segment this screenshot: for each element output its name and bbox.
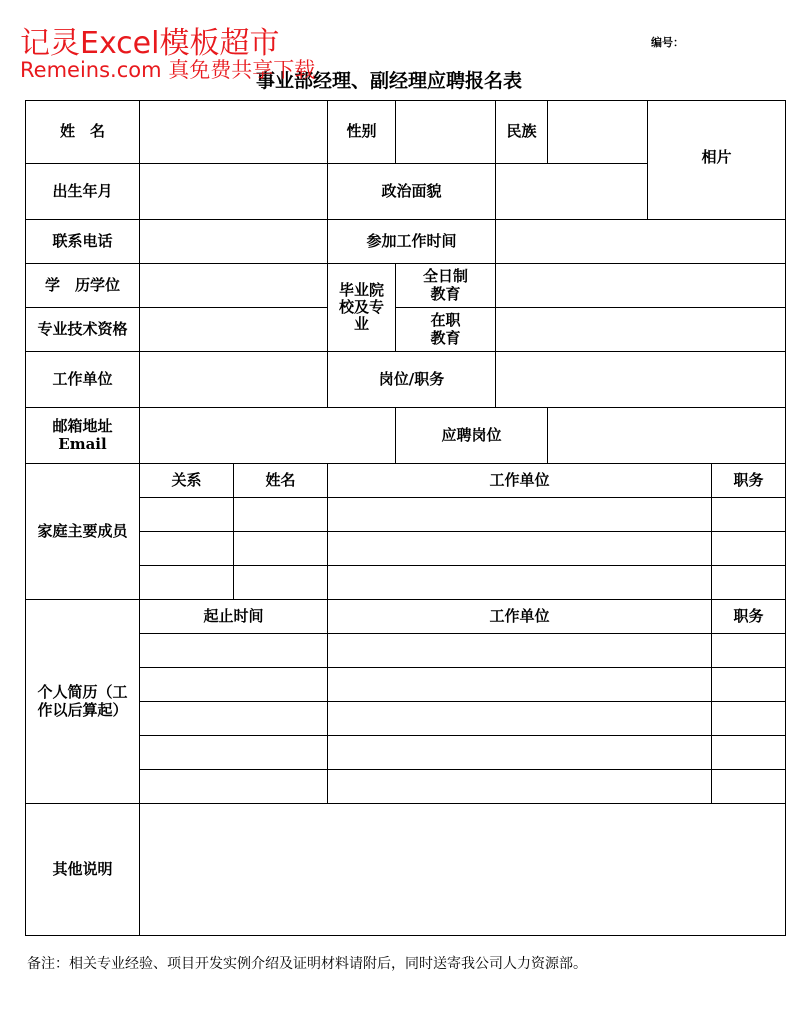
family-relation-cell[interactable]	[140, 498, 234, 532]
birth-field[interactable]	[140, 164, 328, 220]
resume-col-employer: 工作单位	[328, 600, 712, 634]
position-label: 岗位/职务	[328, 352, 496, 408]
employer-field[interactable]	[140, 352, 328, 408]
family-employer-cell[interactable]	[328, 566, 712, 600]
name-field[interactable]	[140, 101, 328, 164]
apply-position-label: 应聘岗位	[396, 408, 548, 464]
resume-period-cell[interactable]	[140, 634, 328, 668]
apply-position-field[interactable]	[548, 408, 786, 464]
employer-label: 工作单位	[26, 352, 140, 408]
family-name-cell[interactable]	[234, 532, 328, 566]
email-label-en: Email	[58, 434, 107, 453]
resume-employer-cell[interactable]	[328, 702, 712, 736]
family-employer-cell[interactable]	[328, 532, 712, 566]
ethnicity-label: 民族	[496, 101, 548, 164]
resume-post-cell[interactable]	[712, 634, 786, 668]
family-col-post: 职务	[712, 464, 786, 498]
inservice-field[interactable]	[496, 308, 786, 352]
phone-field[interactable]	[140, 220, 328, 264]
resume-post-cell[interactable]	[712, 770, 786, 804]
family-post-cell[interactable]	[712, 566, 786, 600]
work-start-label: 参加工作时间	[328, 220, 496, 264]
education-label: 学 历学位	[26, 264, 140, 308]
email-label	[26, 408, 140, 464]
family-label: 家庭主要成员	[26, 464, 140, 600]
photo-box[interactable]: 相片	[648, 101, 786, 220]
resume-period-cell[interactable]	[140, 770, 328, 804]
watermark-site: Remeins.com 真免费共享下载	[20, 58, 316, 82]
family-post-cell[interactable]	[712, 498, 786, 532]
family-employer-cell[interactable]	[328, 498, 712, 532]
resume-post-cell[interactable]	[712, 702, 786, 736]
family-col-name: 姓名	[234, 464, 328, 498]
political-field[interactable]	[496, 164, 648, 220]
name-label: 姓 名	[26, 101, 140, 164]
family-name-cell[interactable]	[234, 498, 328, 532]
family-name-cell[interactable]	[234, 566, 328, 600]
birth-label: 出生年月	[26, 164, 140, 220]
family-col-relation: 关系	[140, 464, 234, 498]
family-relation-cell[interactable]	[140, 566, 234, 600]
phone-label: 联系电话	[26, 220, 140, 264]
email-label-cn: 邮箱地址	[52, 417, 113, 436]
resume-label: 个人简历（工作以后算起）	[26, 600, 140, 804]
family-relation-cell[interactable]	[140, 532, 234, 566]
gender-field[interactable]	[396, 101, 496, 164]
ethnicity-field[interactable]	[548, 101, 648, 164]
resume-employer-cell[interactable]	[328, 668, 712, 702]
resume-period-cell[interactable]	[140, 702, 328, 736]
fulltime-label: 全日制教育	[396, 264, 496, 308]
resume-employer-cell[interactable]	[328, 770, 712, 804]
position-field[interactable]	[496, 352, 786, 408]
work-start-field[interactable]	[496, 220, 786, 264]
family-post-cell[interactable]	[712, 532, 786, 566]
resume-post-cell[interactable]	[712, 736, 786, 770]
resume-period-cell[interactable]	[140, 668, 328, 702]
gender-label: 性别	[328, 101, 396, 164]
inservice-label: 在职教育	[396, 308, 496, 352]
footer-note: 备注：相关专业经验、项目开发实例介绍及证明材料请附后，同时送寄我公司人力资源部。	[27, 956, 587, 972]
number-label: 编号：	[651, 36, 684, 49]
fulltime-field[interactable]	[496, 264, 786, 308]
resume-post-cell[interactable]	[712, 668, 786, 702]
resume-period-cell[interactable]	[140, 736, 328, 770]
political-label: 政治面貌	[328, 164, 496, 220]
tech-title-label: 专业技术资格	[26, 308, 140, 352]
form-title: 事业部经理、副经理应聘报名表	[256, 70, 523, 92]
resume-col-period: 起止时间	[140, 600, 328, 634]
resume-employer-cell[interactable]	[328, 634, 712, 668]
other-label: 其他说明	[26, 804, 140, 936]
other-field[interactable]	[140, 804, 786, 936]
education-field[interactable]	[140, 264, 328, 308]
school-major-label: 毕业院校及专业	[328, 264, 396, 352]
resume-employer-cell[interactable]	[328, 736, 712, 770]
email-field[interactable]	[140, 408, 396, 464]
family-col-employer: 工作单位	[328, 464, 712, 498]
application-form-table	[25, 100, 786, 936]
watermark-brand: 记灵Excel模板超市	[20, 26, 280, 61]
resume-col-post: 职务	[712, 600, 786, 634]
tech-title-field[interactable]	[140, 308, 328, 352]
